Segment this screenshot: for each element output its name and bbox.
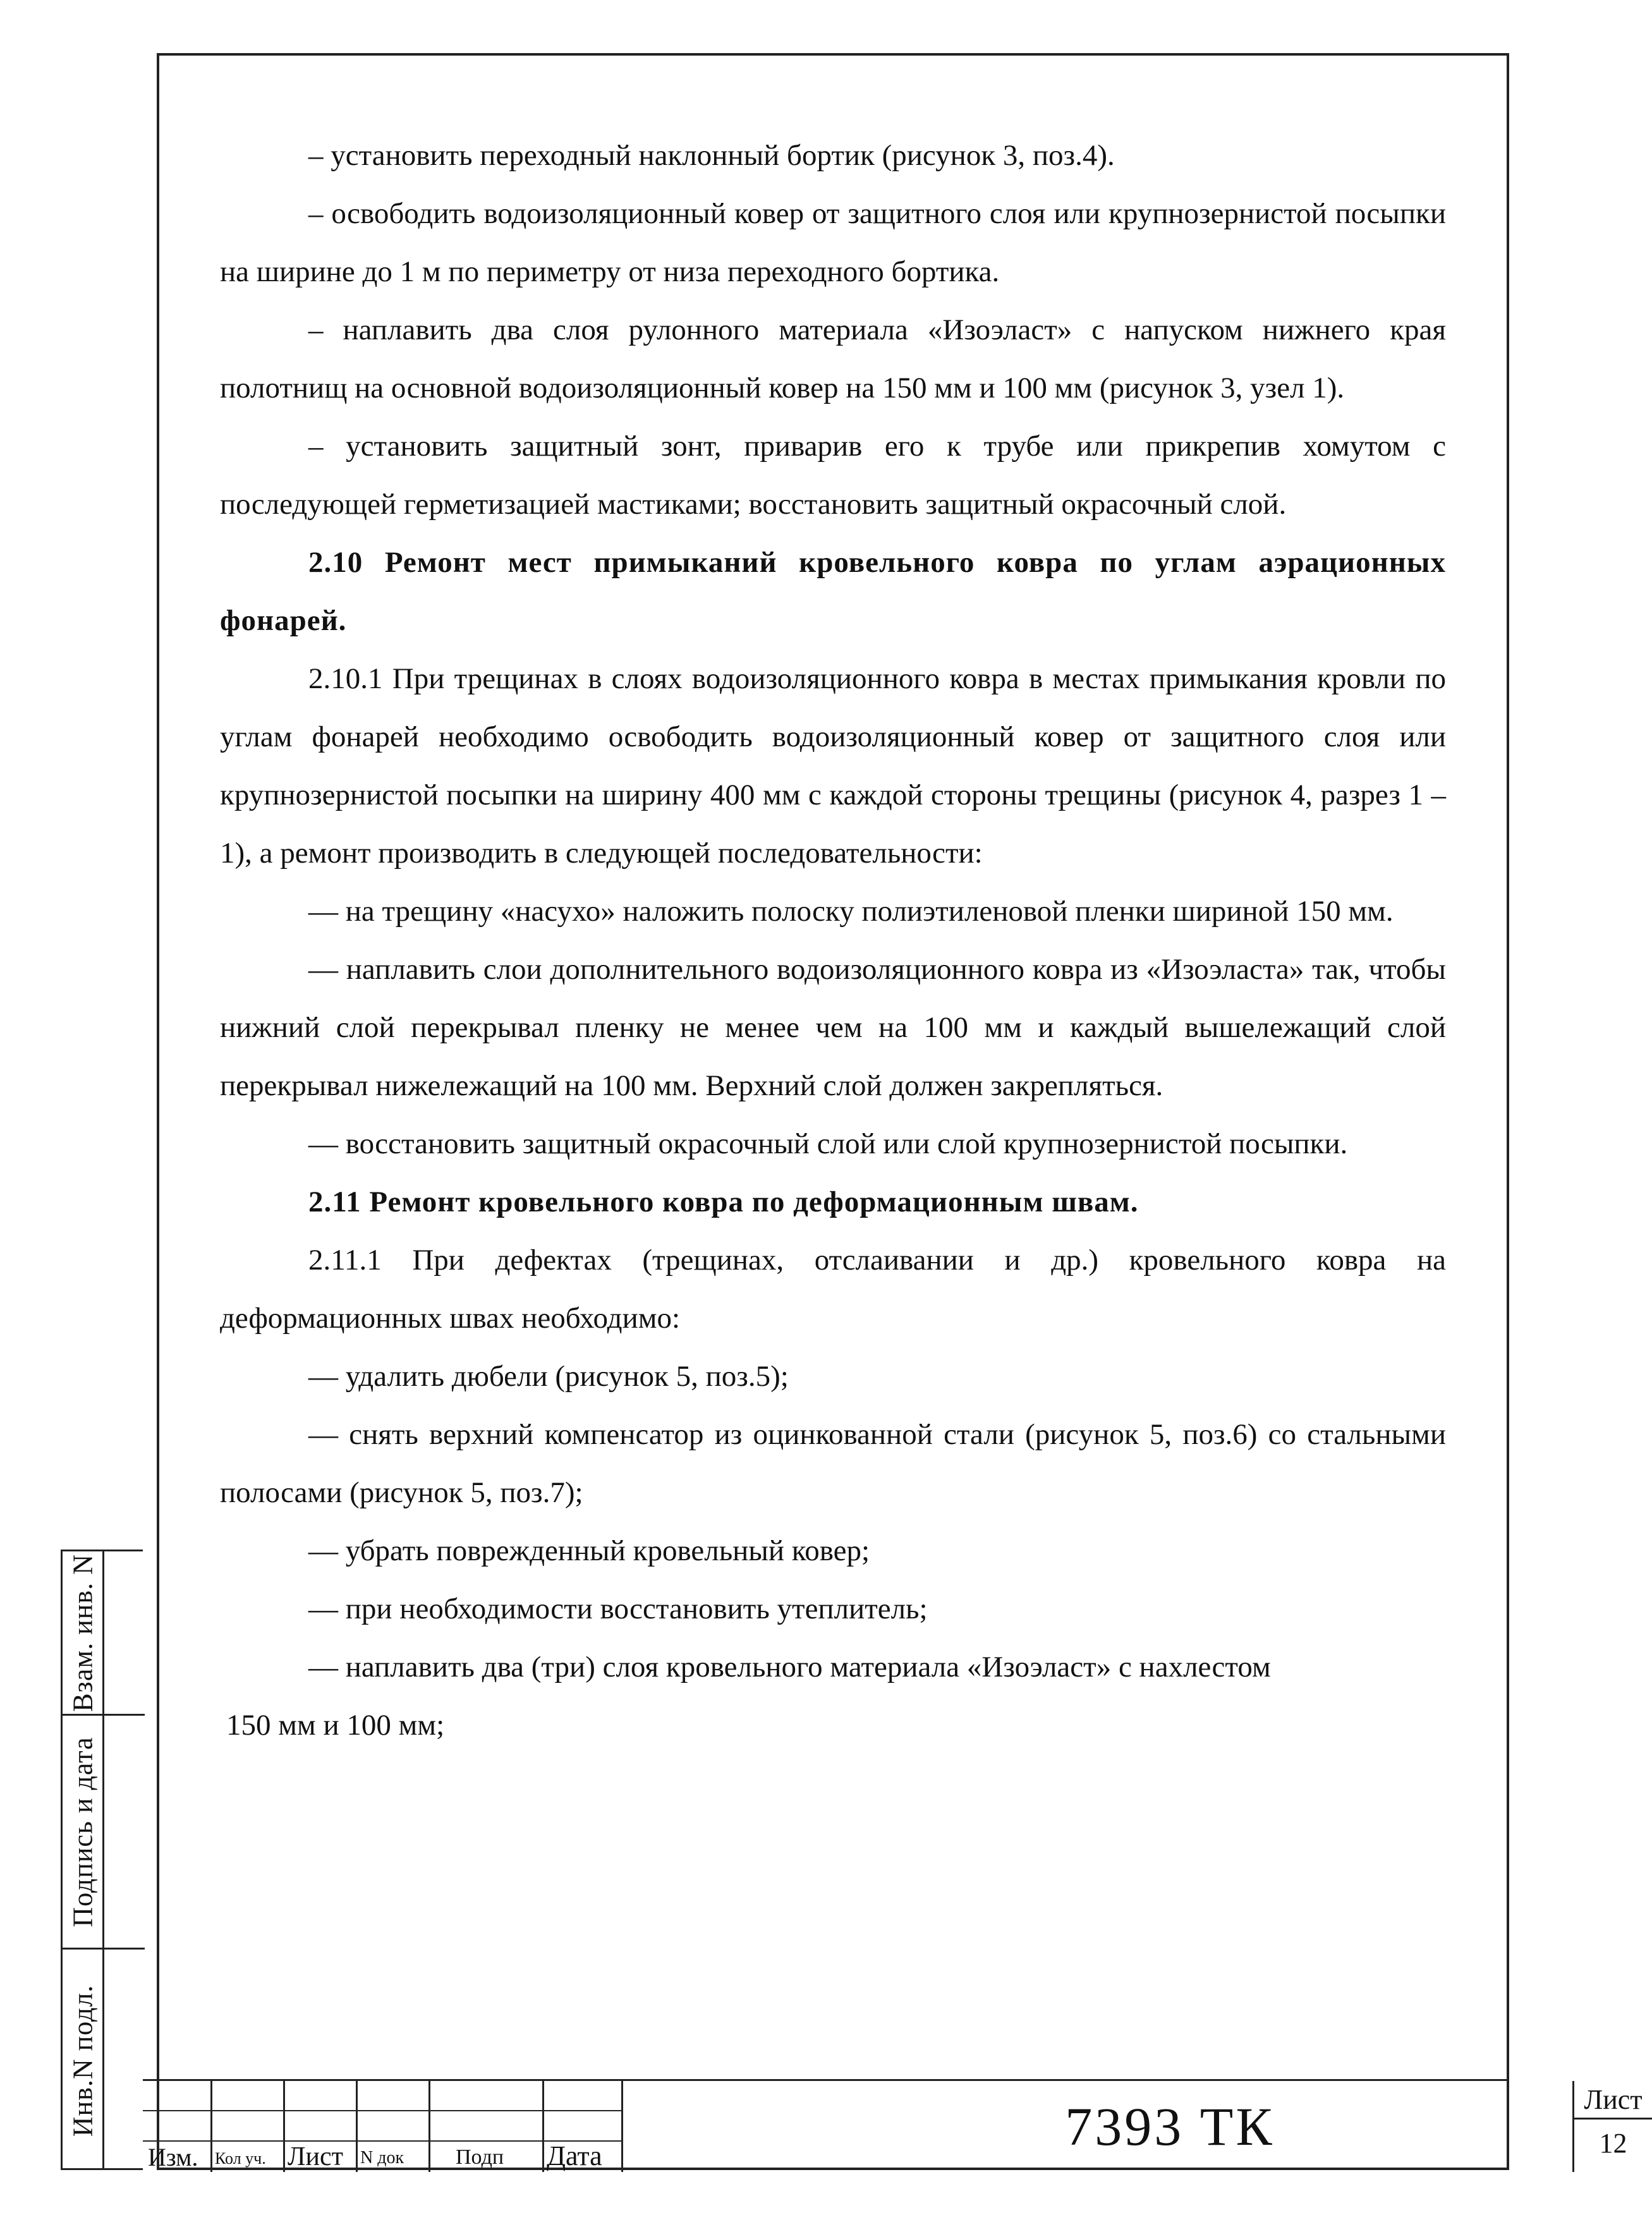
inv-podl-label: Инв.N подл. xyxy=(67,1984,98,2137)
izm-cell xyxy=(143,2081,212,2172)
side-value-vzam xyxy=(104,1551,145,1716)
paragraph: 2.10.1 При трещинах в слоях водоизоляционного ковра в местах примыкания кровли по углам фонарей необходимо освободить водоизоляционный ковер от защитного слоя или крупнозернистой посыпки на ширину 400 мм с каждой стороны трещины (рисунок 4, разрез 1 – 1), а ремонт производить в следующей последовательности: xyxy=(220,662,1446,870)
paragraph: — восстановить защитный окрасочный слой или слой крупнозернистой посыпки. xyxy=(308,1127,1348,1160)
side-cell-inv xyxy=(63,1950,102,2172)
side-cell-podpis xyxy=(63,1716,102,1950)
document-body xyxy=(220,126,1446,1754)
side-stamp-values xyxy=(104,1551,145,2168)
data-label: Дата xyxy=(547,2140,602,2171)
list-item: — снять верхний компенсатор из оцинкованной стали (рисунок 5, поз.6) со стальными полосами (рисунок 5, поз.7); xyxy=(220,1418,1446,1509)
paragraph: – наплавить два слоя рулонного материала «Изоэласт» с напуском нижнего края полотнищ на основной водоизоляционный ковер на 150 мм и 100 мм (рисунок 3, узел 1). xyxy=(220,313,1446,404)
paragraph: 2.11.1 При дефектах (трещинах, отслаивании и др.) кровельного ковра на деформационных швах необходимо: xyxy=(220,1244,1446,1335)
n-dok-label: N док xyxy=(360,2148,404,2168)
side-value-podpis xyxy=(104,1716,145,1950)
list-label: Лист xyxy=(288,2142,343,2171)
list-item: — наплавить два (три) слоя кровельного материала «Изоэласт» с нахлестом xyxy=(308,1651,1271,1683)
list-item: — при необходимости восстановить утеплитель; xyxy=(308,1592,928,1625)
list-item: — убрать поврежденный кровельный ковер; xyxy=(308,1534,870,1567)
paragraph: – установить переходный наклонный бортик (рисунок 3, поз.4). xyxy=(308,139,1115,172)
sheet-number: 12 xyxy=(1599,2128,1627,2159)
data-cell xyxy=(544,2081,623,2172)
section-heading-2-10: 2.10 Ремонт мест примыканий кровельного ковра по углам аэрационных фонарей. xyxy=(220,546,1446,637)
izm-label: Изм. xyxy=(148,2143,198,2171)
paragraph: – установить защитный зонт, приварив его к трубе или прикрепив хомутом с последующей герметизацией мастиками; восстановить защитный окрасочный слой. xyxy=(220,430,1446,521)
kol-uch-label: Кол уч. xyxy=(215,2149,266,2168)
side-stamp xyxy=(61,1550,143,2170)
paragraph: – освободить водоизоляционный ковер от защитного слоя или крупнозернистой посыпки на ширине до 1 м по периметру от низа переходного бортика. xyxy=(220,197,1446,288)
paragraph: — на трещину «насухо» наложить полоску полиэтиленовой пленки шириной 150 мм. xyxy=(308,895,1394,928)
vzam-inv-label: Взам. инв. N xyxy=(67,1553,98,1712)
side-value-inv xyxy=(104,1950,145,2172)
sheet-label: Лист xyxy=(1574,2082,1652,2120)
section-heading-2-11: 2.11 Ремонт кровельного ковра по деформационным швам. xyxy=(308,1186,1139,1218)
list-cell xyxy=(285,2081,358,2172)
kol-uch-cell xyxy=(212,2081,285,2172)
podp-label: Подп xyxy=(456,2145,504,2169)
list-item-continuation: 150 мм и 100 мм; xyxy=(226,1709,445,1742)
podpis-data-label: Подпись и дата xyxy=(67,1736,98,1927)
title-block xyxy=(143,2079,1643,2171)
document-number: 7393 ТК xyxy=(1065,2096,1275,2157)
side-cell-vzam xyxy=(63,1551,102,1716)
side-stamp-labels xyxy=(63,1551,104,2168)
sheet-box xyxy=(1572,2081,1652,2172)
podp-cell xyxy=(430,2081,544,2172)
paragraph: — наплавить слои дополнительного водоизоляционного ковра из «Изоэласта» так, чтобы нижний слой перекрывал пленку не менее чем на 100 мм и каждый вышележащий слой перекрывал нижележащий на 100 мм. Верхний слой должен закрепляться. xyxy=(220,953,1446,1102)
list-item: — удалить дюбели (рисунок 5, поз.5); xyxy=(308,1360,789,1393)
n-dok-cell xyxy=(358,2081,430,2172)
